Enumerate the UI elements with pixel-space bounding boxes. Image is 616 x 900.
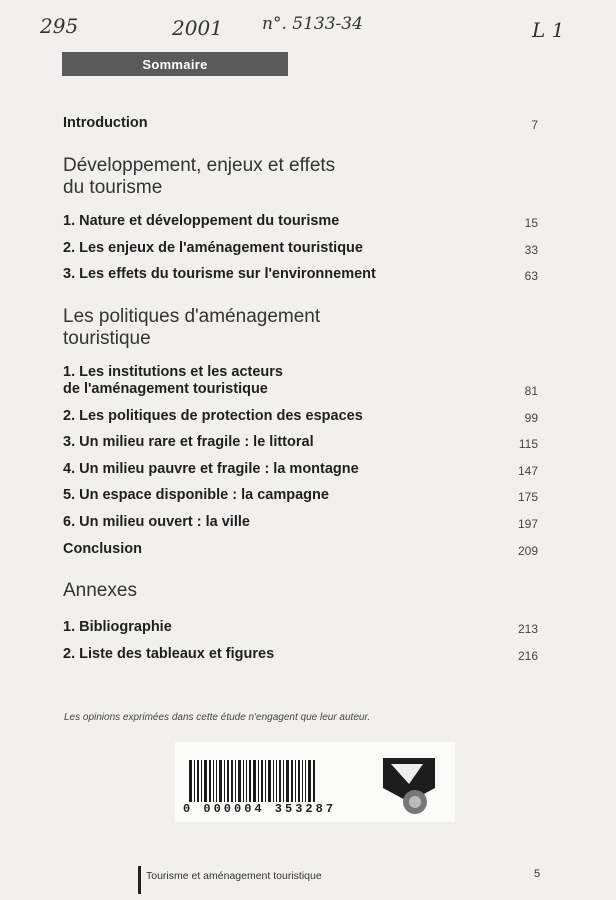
toc-entry[interactable] [63,646,538,663]
toc-entry-page: 99 [524,411,538,425]
barcode-bar [235,760,236,802]
toc-entry-page: 33 [524,243,538,257]
toc-entry-page: 216 [517,649,538,663]
barcode-bar [291,760,293,802]
toc-entry-label: Conclusion [63,541,142,557]
barcode-bar [308,760,311,802]
barcode-bar [276,760,277,802]
page-number: 5 [534,868,541,880]
toc-entry-label: 1. Nature et développement du tourisme [63,213,340,229]
toc-entry[interactable] [63,115,538,132]
toc-entry-page: 209 [517,544,538,558]
toc-entry[interactable] [63,461,538,478]
toc-entry[interactable] [63,213,538,230]
toc-entry-page: 115 [518,437,538,451]
handwritten-note: 295 [40,14,79,38]
barcode-bar [189,760,192,802]
barcode-bar [213,760,214,802]
toc-entry[interactable] [63,240,538,257]
toc-entry-page: 147 [517,464,538,478]
toc-entry-label: 6. Un milieu ouvert : la ville [63,514,250,530]
summary-banner: Sommaire [62,52,288,76]
barcode-bar [209,760,211,802]
toc-entry-page: 81 [524,384,538,398]
toc-entry[interactable] [63,408,538,425]
toc-entry-label: 2. Les politiques de protection des espaces [63,408,363,424]
footer-rule [138,866,141,894]
barcode-bar [305,760,306,802]
toc-entry-page: 197 [517,517,538,531]
footer-title: Tourisme et aménagement touristique [146,870,322,882]
disclaimer-note: Les opinions exprimées dans cette étude n'engagent que leur auteur. [64,712,371,723]
toc-entry-page: 175 [517,490,538,504]
section-title: Annexes [63,580,137,601]
publisher-logo-icon [383,758,435,818]
toc-entry[interactable] [63,266,538,283]
barcode-bar [261,760,263,802]
barcode-bar [283,760,284,802]
toc-entry-label: 3. Les effets du tourisme sur l'environnement [63,266,376,282]
toc-entry[interactable] [63,364,538,398]
barcode-bar [302,760,303,802]
toc-entry-label: 4. Un milieu pauvre et fragile : la montagne [63,461,359,477]
handwritten-note: n°. 5133-34 [262,14,363,34]
toc-entry-label: 2. Liste des tableaux et figures [63,646,275,662]
barcode-bar [227,760,229,802]
barcode-bar [273,760,274,802]
barcode-bar [295,760,296,802]
barcode-bar [224,760,225,802]
barcode-bar [238,760,241,802]
barcode [175,742,455,822]
barcode-bar [313,760,315,802]
barcode-bar [279,760,281,802]
handwritten-note: L 1 [532,18,565,42]
toc-entry-label: 1. Bibliographie [63,619,172,635]
barcode-bar [268,760,271,802]
handwritten-note: 2001 [172,16,223,40]
barcode-bar [194,760,195,802]
toc-entry-label: 5. Un espace disponible : la campagne [63,487,329,503]
section-title: Les politiques d'aménagement touristique [63,306,321,349]
barcode-bar [265,760,266,802]
toc-entry[interactable] [63,434,538,451]
barcode-bar [246,760,247,802]
barcode-bars [189,760,371,802]
barcode-bar [219,760,222,802]
barcode-bar [201,760,202,802]
toc-entry[interactable] [63,541,538,558]
barcode-bar [204,760,207,802]
barcode-bar [253,760,256,802]
barcode-number: 0 000004 353287 [183,802,337,816]
barcode-bar [197,760,199,802]
toc-entry-page: 15 [524,216,538,230]
barcode-bar [249,760,251,802]
toc-entry-page: 213 [517,622,538,636]
toc-entry-page: 7 [531,118,538,132]
toc-entry-label: 3. Un milieu rare et fragile : le littoral [63,434,314,450]
barcode-bar [231,760,233,802]
section-title: Développement, enjeux et effets du tourisme [63,155,336,198]
toc-entry[interactable] [63,514,538,531]
toc-entry-label: 1. Les institutions et les acteurs de l'aménagement touristique [63,364,283,397]
toc-entry-label: 2. Les enjeux de l'aménagement touristique [63,240,363,256]
toc-entry[interactable] [63,487,538,504]
barcode-bar [258,760,259,802]
barcode-bar [286,760,289,802]
barcode-bar [216,760,217,802]
barcode-bar [243,760,244,802]
toc-entry[interactable] [63,619,538,636]
barcode-bar [298,760,300,802]
toc-entry-label: Introduction [63,115,148,131]
toc-entry-page: 63 [524,269,538,283]
